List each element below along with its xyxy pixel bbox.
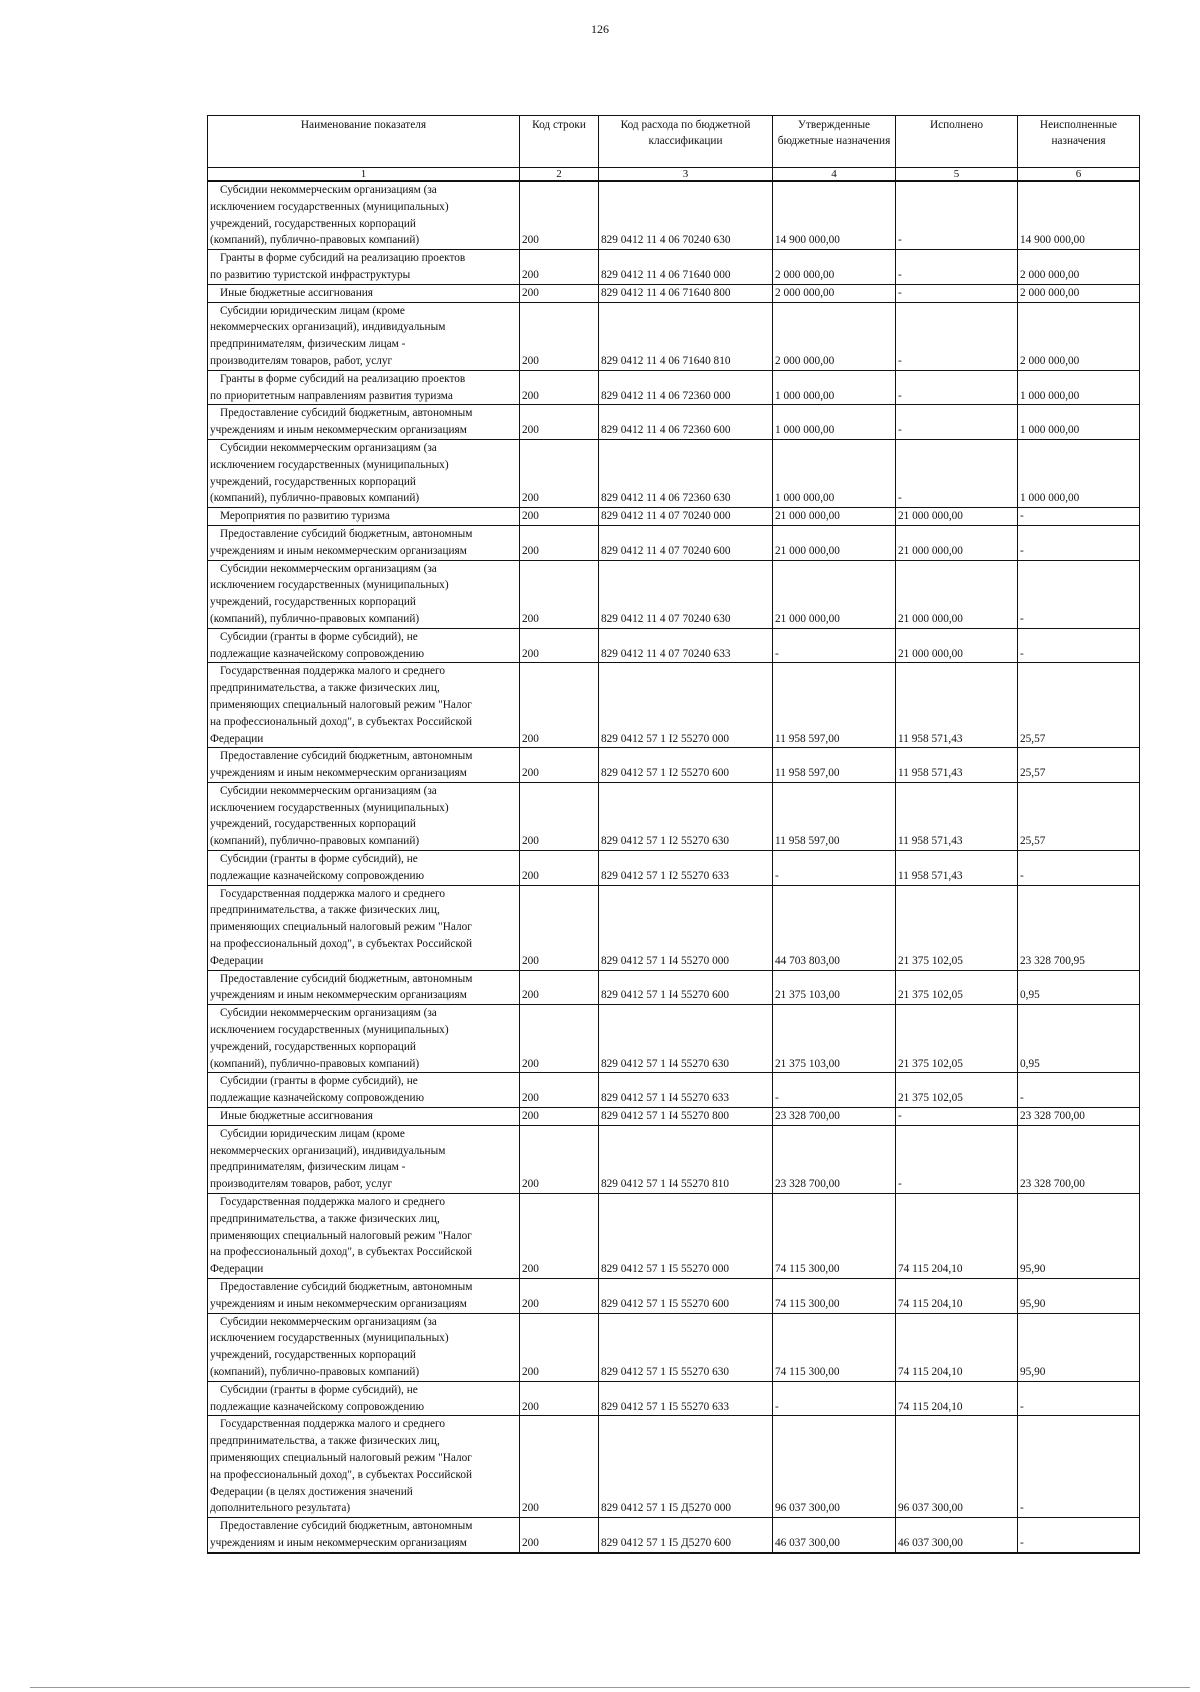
row-unexecuted: -	[1018, 508, 1140, 526]
table-body	[208, 181, 1140, 1553]
row-name: Предоставление субсидий бюджетным, автономным учреждениям и иным некоммерческим организациям	[208, 1518, 520, 1553]
row-executed: 21 375 102,05	[896, 1073, 1018, 1108]
row-line-code: 200	[520, 1313, 599, 1381]
row-unexecuted: 25,57	[1018, 748, 1140, 783]
row-approved: 1 000 000,00	[773, 405, 896, 440]
row-approved: 21 000 000,00	[773, 560, 896, 628]
row-executed: -	[896, 1125, 1018, 1193]
row-approved: -	[773, 1073, 896, 1108]
row-executed: 21 000 000,00	[896, 560, 1018, 628]
table-row	[208, 748, 1140, 783]
row-executed: 11 958 571,43	[896, 851, 1018, 886]
table-row	[208, 1073, 1140, 1108]
row-name: Государственная поддержка малого и среднего предпринимательства, а также физических лиц, применяющих специальный налоговый режим "Налог на профессиональный доход", в субъектах Российской Федерации	[208, 663, 520, 748]
table-row	[208, 405, 1140, 440]
table-row	[208, 508, 1140, 526]
header-approved: Утвержденные бюджетные назначения	[773, 116, 896, 168]
row-unexecuted: 1 000 000,00	[1018, 405, 1140, 440]
row-unexecuted: 14 900 000,00	[1018, 181, 1140, 250]
column-number: 4	[773, 168, 896, 182]
row-unexecuted: 2 000 000,00	[1018, 302, 1140, 370]
row-classification-code: 829 0412 11 4 06 71640 800	[599, 284, 773, 302]
row-classification-code: 829 0412 57 1 I4 55270 810	[599, 1125, 773, 1193]
row-approved: -	[773, 851, 896, 886]
table-row	[208, 628, 1140, 663]
row-unexecuted: -	[1018, 1381, 1140, 1416]
row-executed: -	[896, 250, 1018, 285]
table-row	[208, 525, 1140, 560]
row-classification-code: 829 0412 57 1 I5 Д5270 600	[599, 1518, 773, 1553]
row-classification-code: 829 0412 11 4 07 70240 633	[599, 628, 773, 663]
row-classification-code: 829 0412 11 4 06 71640 810	[599, 302, 773, 370]
table-row	[208, 885, 1140, 970]
row-executed: 11 958 571,43	[896, 782, 1018, 850]
table-row	[208, 1194, 1140, 1279]
row-classification-code: 829 0412 57 1 I2 55270 600	[599, 748, 773, 783]
row-executed: -	[896, 284, 1018, 302]
row-executed: 74 115 204,10	[896, 1279, 1018, 1314]
row-unexecuted: 0,95	[1018, 970, 1140, 1005]
row-line-code: 200	[520, 181, 599, 250]
row-executed: 74 115 204,10	[896, 1381, 1018, 1416]
table-row	[208, 560, 1140, 628]
table-row	[208, 1381, 1140, 1416]
row-name: Субсидии (гранты в форме субсидий), не подлежащие казначейскому сопровождению	[208, 1073, 520, 1108]
row-classification-code: 829 0412 57 1 I2 55270 000	[599, 663, 773, 748]
row-classification-code: 829 0412 57 1 I5 55270 600	[599, 1279, 773, 1314]
row-executed: 21 000 000,00	[896, 525, 1018, 560]
row-executed: -	[896, 181, 1018, 250]
row-executed: 21 375 102,05	[896, 1005, 1018, 1073]
row-unexecuted: 95,90	[1018, 1194, 1140, 1279]
row-name: Субсидии некоммерческим организациям (за исключением государственных (муниципальных) учреждений, государственных корпораций (компаний), публично-правовых компаний)	[208, 560, 520, 628]
row-unexecuted: 23 328 700,00	[1018, 1108, 1140, 1126]
row-line-code: 200	[520, 970, 599, 1005]
row-approved: -	[773, 628, 896, 663]
table-row	[208, 1108, 1140, 1126]
table-row	[208, 663, 1140, 748]
row-executed: 74 115 204,10	[896, 1313, 1018, 1381]
row-classification-code: 829 0412 57 1 I4 55270 633	[599, 1073, 773, 1108]
row-classification-code: 829 0412 11 4 06 71640 000	[599, 250, 773, 285]
row-classification-code: 829 0412 57 1 I4 55270 800	[599, 1108, 773, 1126]
row-line-code: 200	[520, 628, 599, 663]
row-unexecuted: 1 000 000,00	[1018, 439, 1140, 507]
row-unexecuted: -	[1018, 1073, 1140, 1108]
row-approved: 21 375 103,00	[773, 970, 896, 1005]
column-number: 2	[520, 168, 599, 182]
header-name: Наименование показателя	[208, 116, 520, 168]
row-unexecuted: -	[1018, 525, 1140, 560]
row-name: Субсидии (гранты в форме субсидий), не подлежащие казначейскому сопровождению	[208, 851, 520, 886]
row-classification-code: 829 0412 57 1 I2 55270 630	[599, 782, 773, 850]
row-unexecuted: -	[1018, 1416, 1140, 1518]
table-row	[208, 782, 1140, 850]
row-line-code: 200	[520, 439, 599, 507]
row-line-code: 200	[520, 748, 599, 783]
row-line-code: 200	[520, 1005, 599, 1073]
row-approved: 11 958 597,00	[773, 748, 896, 783]
row-approved: 1 000 000,00	[773, 439, 896, 507]
row-name: Предоставление субсидий бюджетным, автономным учреждениям и иным некоммерческим организациям	[208, 525, 520, 560]
row-name: Государственная поддержка малого и среднего предпринимательства, а также физических лиц, применяющих специальный налоговый режим "Налог на профессиональный доход", в субъектах Российской Федерации	[208, 1194, 520, 1279]
header-classification-code: Код расхода по бюджетной классификации	[599, 116, 773, 168]
row-executed: -	[896, 1108, 1018, 1126]
row-name: Государственная поддержка малого и среднего предпринимательства, а также физических лиц, применяющих специальный налоговый режим "Налог на профессиональный доход", в субъектах Российской Федерации	[208, 885, 520, 970]
row-approved: 74 115 300,00	[773, 1313, 896, 1381]
row-line-code: 200	[520, 1518, 599, 1553]
row-name: Предоставление субсидий бюджетным, автономным учреждениям и иным некоммерческим организациям	[208, 1279, 520, 1314]
row-approved: 21 000 000,00	[773, 525, 896, 560]
row-executed: -	[896, 405, 1018, 440]
table-row	[208, 1125, 1140, 1193]
table-row	[208, 1313, 1140, 1381]
row-line-code: 200	[520, 250, 599, 285]
row-classification-code: 829 0412 57 1 I5 55270 630	[599, 1313, 773, 1381]
table-row	[208, 1005, 1140, 1073]
row-classification-code: 829 0412 57 1 I4 55270 630	[599, 1005, 773, 1073]
row-unexecuted: 2 000 000,00	[1018, 250, 1140, 285]
row-classification-code: 829 0412 11 4 06 72360 600	[599, 405, 773, 440]
row-executed: 96 037 300,00	[896, 1416, 1018, 1518]
row-name: Субсидии некоммерческим организациям (за исключением государственных (муниципальных) учреждений, государственных корпораций (компаний), публично-правовых компаний)	[208, 1313, 520, 1381]
row-executed: 11 958 571,43	[896, 748, 1018, 783]
column-number: 5	[896, 168, 1018, 182]
row-name: Субсидии (гранты в форме субсидий), не подлежащие казначейскому сопровождению	[208, 1381, 520, 1416]
column-number-row	[208, 168, 1140, 182]
row-unexecuted: 23 328 700,00	[1018, 1125, 1140, 1193]
row-line-code: 200	[520, 302, 599, 370]
row-approved: 11 958 597,00	[773, 782, 896, 850]
row-line-code: 200	[520, 525, 599, 560]
row-classification-code: 829 0412 11 4 07 70240 000	[599, 508, 773, 526]
row-name: Предоставление субсидий бюджетным, автономным учреждениям и иным некоммерческим организациям	[208, 970, 520, 1005]
row-name: Иные бюджетные ассигнования	[208, 284, 520, 302]
row-line-code: 200	[520, 560, 599, 628]
row-approved: -	[773, 1381, 896, 1416]
row-classification-code: 829 0412 57 1 I4 55270 000	[599, 885, 773, 970]
row-unexecuted: -	[1018, 628, 1140, 663]
row-line-code: 200	[520, 405, 599, 440]
table-row	[208, 302, 1140, 370]
row-name: Субсидии некоммерческим организациям (за исключением государственных (муниципальных) учреждений, государственных корпораций (компаний), публично-правовых компаний)	[208, 439, 520, 507]
page-number: 126	[591, 22, 609, 36]
row-line-code: 200	[520, 1125, 599, 1193]
row-line-code: 200	[520, 1416, 599, 1518]
scan-edge-line	[30, 1687, 1190, 1688]
row-name: Мероприятия по развитию туризма	[208, 508, 520, 526]
row-classification-code: 829 0412 57 1 I4 55270 600	[599, 970, 773, 1005]
row-classification-code: 829 0412 57 1 I2 55270 633	[599, 851, 773, 886]
header-unexecuted: Неисполненные назначения	[1018, 116, 1140, 168]
table-row	[208, 1279, 1140, 1314]
column-number: 3	[599, 168, 773, 182]
row-line-code: 200	[520, 1194, 599, 1279]
row-executed: 21 000 000,00	[896, 628, 1018, 663]
row-approved: 23 328 700,00	[773, 1108, 896, 1126]
row-classification-code: 829 0412 57 1 I5 55270 633	[599, 1381, 773, 1416]
row-name: Гранты в форме субсидий на реализацию проектов по развитию туристской инфраструктуры	[208, 250, 520, 285]
row-classification-code: 829 0412 11 4 06 72360 630	[599, 439, 773, 507]
row-unexecuted: -	[1018, 851, 1140, 886]
table-row	[208, 1416, 1140, 1518]
row-name: Предоставление субсидий бюджетным, автономным учреждениям и иным некоммерческим организациям	[208, 748, 520, 783]
row-name: Гранты в форме субсидий на реализацию проектов по приоритетным направлениям развития туризма	[208, 370, 520, 405]
row-classification-code: 829 0412 11 4 07 70240 630	[599, 560, 773, 628]
row-line-code: 200	[520, 370, 599, 405]
row-classification-code: 829 0412 11 4 06 70240 630	[599, 181, 773, 250]
row-executed: 21 375 102,05	[896, 885, 1018, 970]
row-unexecuted: 23 328 700,95	[1018, 885, 1140, 970]
row-approved: 2 000 000,00	[773, 250, 896, 285]
row-unexecuted: -	[1018, 560, 1140, 628]
row-classification-code: 829 0412 57 1 I5 55270 000	[599, 1194, 773, 1279]
row-unexecuted: 1 000 000,00	[1018, 370, 1140, 405]
row-name: Иные бюджетные ассигнования	[208, 1108, 520, 1126]
row-executed: 11 958 571,43	[896, 663, 1018, 748]
row-line-code: 200	[520, 1073, 599, 1108]
row-approved: 74 115 300,00	[773, 1279, 896, 1314]
row-executed: 74 115 204,10	[896, 1194, 1018, 1279]
table-row	[208, 250, 1140, 285]
row-executed: 46 037 300,00	[896, 1518, 1018, 1553]
row-name: Субсидии некоммерческим организациям (за исключением государственных (муниципальных) учреждений, государственных корпораций (компаний), публично-правовых компаний)	[208, 782, 520, 850]
row-approved: 11 958 597,00	[773, 663, 896, 748]
column-number: 1	[208, 168, 520, 182]
row-name: Субсидии (гранты в форме субсидий), не подлежащие казначейскому сопровождению	[208, 628, 520, 663]
row-classification-code: 829 0412 11 4 06 72360 000	[599, 370, 773, 405]
header-row	[208, 116, 1140, 168]
row-line-code: 200	[520, 1108, 599, 1126]
table-row	[208, 370, 1140, 405]
table-row	[208, 439, 1140, 507]
budget-execution-table	[207, 115, 1140, 1554]
row-name: Государственная поддержка малого и среднего предпринимательства, а также физических лиц, применяющих специальный налоговый режим "Налог на профессиональный доход", в субъектах Российской Федерации (в целях достижения значений дополнительного результата)	[208, 1416, 520, 1518]
row-unexecuted: -	[1018, 1518, 1140, 1553]
row-unexecuted: 95,90	[1018, 1313, 1140, 1381]
row-name: Субсидии некоммерческим организациям (за исключением государственных (муниципальных) учреждений, государственных корпораций (компаний), публично-правовых компаний)	[208, 1005, 520, 1073]
row-unexecuted: 2 000 000,00	[1018, 284, 1140, 302]
row-executed: -	[896, 370, 1018, 405]
row-name: Субсидии юридическим лицам (кроме некоммерческих организаций), индивидуальным предпринимателям, физическим лицам - производителям товаров, работ, услуг	[208, 1125, 520, 1193]
row-line-code: 200	[520, 851, 599, 886]
row-name: Субсидии юридическим лицам (кроме некоммерческих организаций), индивидуальным предпринимателям, физическим лицам - производителям товаров, работ, услуг	[208, 302, 520, 370]
row-name: Субсидии некоммерческим организациям (за исключением государственных (муниципальных) учреждений, государственных корпораций (компаний), публично-правовых компаний)	[208, 181, 520, 250]
column-number: 6	[1018, 168, 1140, 182]
row-approved: 1 000 000,00	[773, 370, 896, 405]
row-approved: 2 000 000,00	[773, 302, 896, 370]
row-executed: -	[896, 439, 1018, 507]
row-approved: 46 037 300,00	[773, 1518, 896, 1553]
row-approved: 96 037 300,00	[773, 1416, 896, 1518]
row-executed: 21 000 000,00	[896, 508, 1018, 526]
row-name: Предоставление субсидий бюджетным, автономным учреждениям и иным некоммерческим организациям	[208, 405, 520, 440]
row-executed: 21 375 102,05	[896, 970, 1018, 1005]
row-unexecuted: 0,95	[1018, 1005, 1140, 1073]
row-unexecuted: 25,57	[1018, 663, 1140, 748]
row-line-code: 200	[520, 284, 599, 302]
row-approved: 44 703 803,00	[773, 885, 896, 970]
row-classification-code: 829 0412 11 4 07 70240 600	[599, 525, 773, 560]
table-row	[208, 1518, 1140, 1553]
row-line-code: 200	[520, 663, 599, 748]
row-approved: 23 328 700,00	[773, 1125, 896, 1193]
row-classification-code: 829 0412 57 1 I5 Д5270 000	[599, 1416, 773, 1518]
row-unexecuted: 95,90	[1018, 1279, 1140, 1314]
row-approved: 21 000 000,00	[773, 508, 896, 526]
row-approved: 21 375 103,00	[773, 1005, 896, 1073]
table-row	[208, 284, 1140, 302]
row-line-code: 200	[520, 1381, 599, 1416]
row-approved: 2 000 000,00	[773, 284, 896, 302]
row-unexecuted: 25,57	[1018, 782, 1140, 850]
row-line-code: 200	[520, 885, 599, 970]
table-row	[208, 970, 1140, 1005]
row-line-code: 200	[520, 782, 599, 850]
header-executed: Исполнено	[896, 116, 1018, 168]
table-row	[208, 181, 1140, 250]
row-approved: 74 115 300,00	[773, 1194, 896, 1279]
row-line-code: 200	[520, 1279, 599, 1314]
table-row	[208, 851, 1140, 886]
row-approved: 14 900 000,00	[773, 181, 896, 250]
row-executed: -	[896, 302, 1018, 370]
header-line-code: Код строки	[520, 116, 599, 168]
row-line-code: 200	[520, 508, 599, 526]
